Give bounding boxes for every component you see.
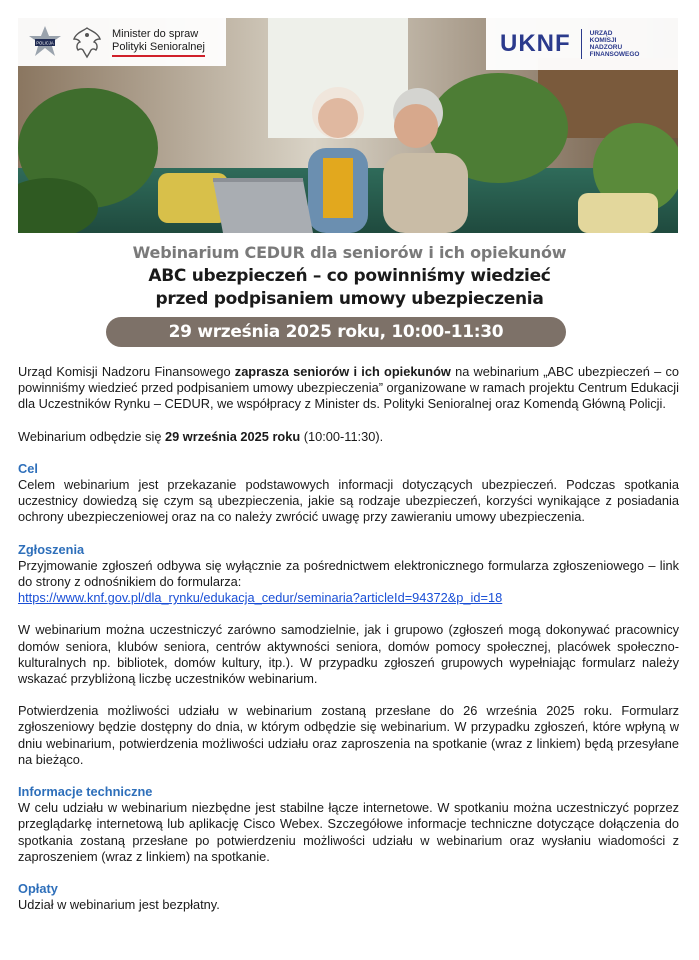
intro-paragraph — [18, 364, 679, 413]
uknf-sub-line: FINANSOWEGO — [589, 51, 640, 58]
date-text: (10:00-11:30). — [300, 428, 384, 444]
date-text: Webinarium odbędzie się — [18, 428, 166, 444]
webinar-title-line1: ABC ubezpieczeń – co powinniśmy wiedzieć — [148, 266, 551, 286]
uknf-wordmark: UKNF — [500, 30, 571, 57]
registration-link[interactable]: https://www.knf.gov.pl/dla_rynku/edukacja_cedur/seminaria?articleId=94372&p_id=18 — [18, 590, 503, 606]
date-emphasis: 29 września 2025 roku — [165, 428, 301, 444]
uknf-divider — [581, 29, 582, 59]
uknf-logo — [486, 18, 678, 70]
uknf-sub-line: KOMISJI — [589, 37, 617, 44]
announcement-body — [18, 364, 679, 913]
webinar-title-line2: przed podpisaniem umowy ubezpieczenia — [155, 289, 544, 309]
cel-paragraph: Celem webinarium jest przekazanie podstawowych informacji dotyczących ubezpieczeń. Podczas spotkania uczestnicy dowiedzą się czym są ubezpieczenia, jakie są rodzaje ubezpieczeń, korzyści wynikające z posiadania ochrony ubezpieczeniowej oraz na co należy zwrócić uwagę przy zawieraniu umowy ubezpieczenia. — [18, 477, 679, 525]
date-banner: 29 września 2025 roku, 10:00-11:30 — [106, 317, 566, 347]
section-heading-oplaty: Opłaty — [18, 881, 58, 897]
zgloszenia-paragraph: Przyjmowanie zgłoszeń odbywa się wyłącznie za pośrednictwem elektronicznego formularza zgłoszeniowego – link do strony z odnośnikiem do formularza: — [18, 557, 679, 590]
police-badge-icon — [28, 25, 62, 59]
svg-text:POLICJA: POLICJA — [36, 40, 54, 46]
section-heading-tech: Informacje techniczne — [18, 784, 153, 800]
header-banner — [18, 18, 678, 233]
eagle-emblem-icon — [72, 25, 102, 59]
uknf-sub-line: URZĄD — [589, 30, 613, 37]
partner-logos — [18, 18, 226, 66]
uknf-sub-line: NADZORU — [589, 44, 623, 51]
minister-logo-text — [112, 28, 205, 57]
minister-line1: Minister do spraw — [112, 27, 199, 40]
minister-line2: Polityki Senioralnej — [112, 41, 205, 57]
group-participation-paragraph: W webinarium można uczestniczyć zarówno samodzielnie, jak i grupowo (zgłoszeń mogą dokonywać pracownicy domów seniora, klubów seniora, centrów aktywności seniora, domów pomocy społecznej, placówek społeczno-kulturalnych np. bibliotek, domów kultury, itp.). W przypadku zgłoszeń grupowych wypełniając formularz należy wskazać przybliżoną liczbę uczestników webinarium. — [18, 622, 679, 687]
tech-paragraph: W celu udziału w webinarium niezbędne jest stabilne łącze internetowe. W spotkaniu można uczestniczyć poprzez przeglądarkę internetową lub aplikację Cisco Webex. Szczegółowe informacje techniczne dotyczące dołączenia do spotkania zostaną przesłane po potwierdzeniu możliwości udziału w webinarium oraz wysłaniu wiadomości z zaproszeniem (wraz z linkiem) na spotkanie. — [18, 800, 679, 864]
webinar-title — [0, 265, 699, 311]
webinar-series-title: Webinarium CEDUR dla seniorów i ich opiekunów — [132, 243, 567, 262]
confirmation-paragraph: Potwierdzenia możliwości udziału w webinarium zostaną przesłane do 26 września 2025 roku. Formularz zgłoszeniowy będzie dostępny do dnia, w którym odbędzie się webinarium. W przypadku zgłoszeń, które wpłyną w dniu webinarium, potwierdzenia możliwości udziału oraz zaproszenia na spotkanie (wraz z linkiem) będą przesyłane na bieżąco. — [18, 703, 679, 767]
section-heading-zgloszenia: Zgłoszenia — [18, 541, 85, 557]
intro-text: na webinarium „ABC ubezpieczeń – co powinniśmy wiedzieć przed podpisaniem umowy ubezpieczenia” organizowane w ramach projektu Centrum Edukacji dla Uczestników Rynku – CEDUR, we współpracy z Minister ds. Polityki Senioralnej oraz Komendą Główną Policji. — [18, 364, 679, 412]
intro-text: Urząd Komisji Nadzoru Finansowego — [18, 364, 235, 379]
date-paragraph — [18, 429, 679, 445]
oplaty-paragraph: Udział w webinarium jest bezpłatny. — [18, 897, 220, 913]
uknf-subtitle — [590, 30, 640, 58]
section-heading-cel: Cel — [18, 460, 38, 476]
intro-emphasis: zaprasza seniorów i ich opiekunów — [234, 364, 451, 379]
